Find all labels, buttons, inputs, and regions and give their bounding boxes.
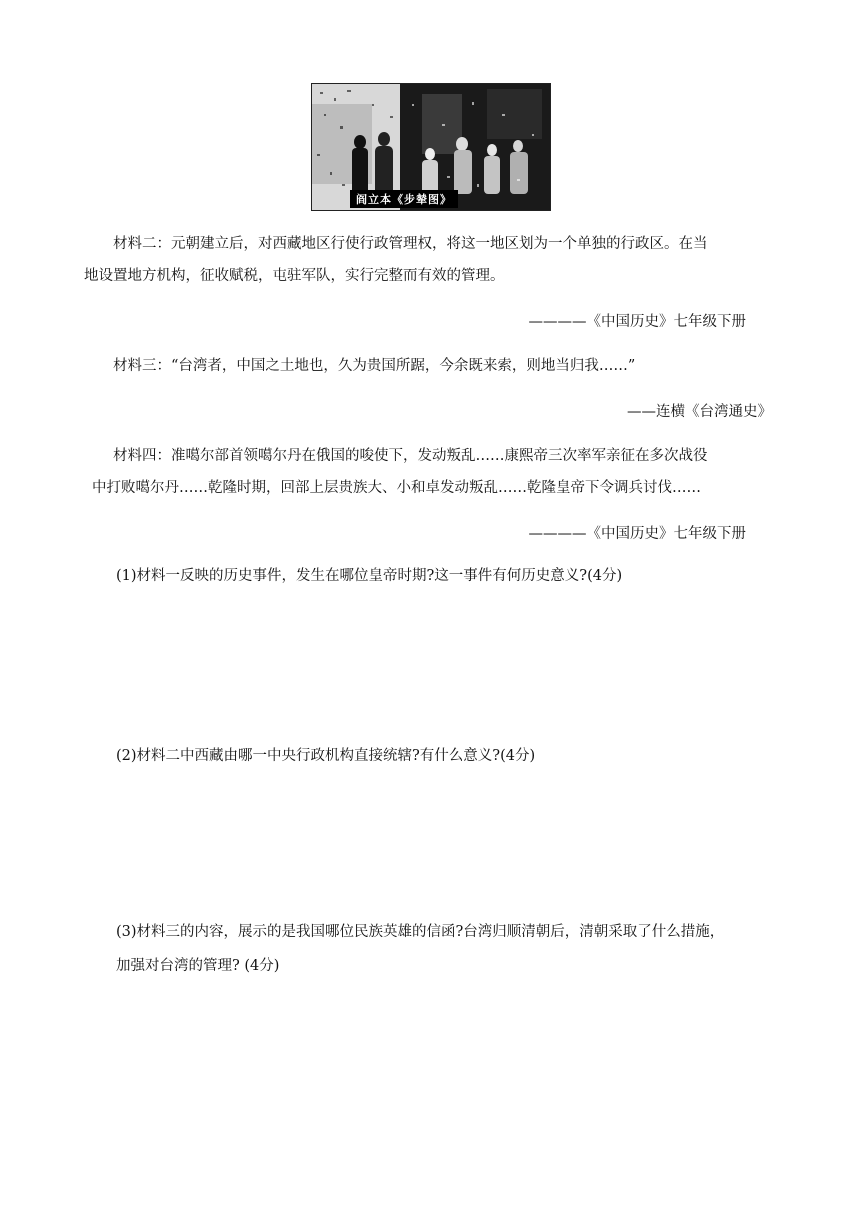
question-3-line-2: 加强对台湾的管理? (4分) <box>116 958 280 974</box>
material-3-line-1: 材料三：“台湾者，中国之土地也，久为贵国所踞，今余既来索，则地当归我……” <box>113 358 636 374</box>
question-3-line-1: (3)材料三的内容，展示的是我国哪位民族英雄的信函?台湾归顺清朝后，清朝采取了什么措施， <box>116 924 725 940</box>
material-2-line-1: 材料二：元朝建立后，对西藏地区行使行政管理权，将这一地区划为一个单独的行政区。在当 <box>113 236 708 252</box>
material-2-source: ————《中国历史》七年级下册 <box>528 314 746 330</box>
material-2-line-2: 地设置地方机构，征收赋税，屯驻军队，实行完整而有效的管理。 <box>84 268 505 284</box>
question-1: (1)材料一反映的历史事件，发生在哪位皇帝时期?这一事件有何历史意义?(4分) <box>116 568 623 584</box>
material-4-line-2: 中打败噶尔丹……乾隆时期，回部上层贵族大、小和卓发动叛乱……乾隆皇帝下令调兵讨伐…… <box>92 480 701 496</box>
material-4-source: ————《中国历史》七年级下册 <box>528 526 746 542</box>
material-3-source: ——连横《台湾通史》 <box>627 404 772 420</box>
material-4-line-1: 材料四：准噶尔部首领噶尔丹在俄国的唆使下，发动叛乱……康熙帝三次率军亲征在多次战役 <box>113 448 708 464</box>
question-2: (2)材料二中西藏由哪一中央行政机构直接统辖?有什么意义?(4分) <box>116 748 536 764</box>
painting-caption: 阎立本《步辇图》 <box>350 190 458 208</box>
